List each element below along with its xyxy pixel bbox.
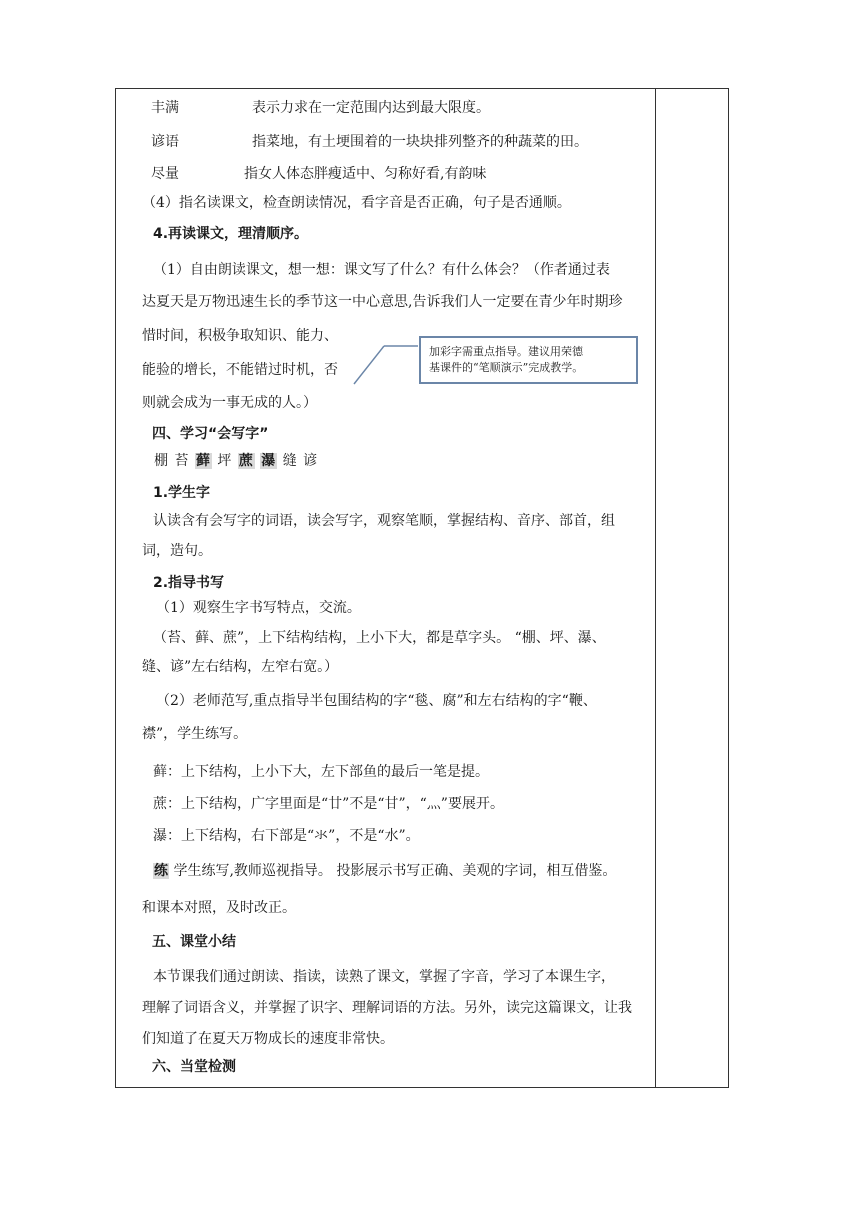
guide-pu: 瀑：上下结构，右下部是“氺”，不是“水”。 — [153, 828, 420, 844]
vocab-term-3: 尽量 — [151, 166, 179, 182]
learn-line-1: 认读含有会写字的词语，读会写字，观察笔顺，掌握结构、音序、部首，组 — [153, 513, 615, 529]
guide-xian: 藓：上下结构，上小下大，左下部鱼的最后一笔是提。 — [153, 764, 489, 780]
reread-line-5: 则就会成为一事无成的人。） — [142, 395, 317, 411]
guide-step-2-line-2: 襟”，学生练写。 — [142, 726, 248, 742]
reread-line-2: 达夏天是万物迅速生长的季节这一中心意思,告诉我们人一定要在青少年时期珍 — [142, 294, 623, 310]
step-read-aloud: （4）指名读课文，检查朗读情况，看字音是否正确，句子是否通顺。 — [142, 195, 571, 211]
char-peng: 棚 — [154, 453, 169, 469]
reread-line-3: 惜时间，积极争取知识、能力、 — [142, 328, 338, 344]
reread-line-1: （1）自由朗读课文，想一想：课文写了什么？有什么体会？（作者通过表 — [153, 262, 610, 278]
guide-step-1: （1）观察生字书写特点，交流。 — [156, 600, 361, 616]
vocab-term-2: 谚语 — [151, 134, 179, 150]
summary-line-3: 们知道了在夏天万物成长的速度非常快。 — [142, 1031, 394, 1047]
heading-learn: 1.学生字 — [153, 485, 211, 501]
character-list — [154, 451, 318, 471]
guide-note-1-line-2: 缝、谚”左右结构，左窄右宽。） — [142, 659, 339, 675]
guide-step-2-line-1: （2）老师范写,重点指导半包围结构的字“毯、腐”和左右结构的字“鞭、 — [156, 693, 597, 709]
callout-line-2: 基课件的“笔顺演示”完成教学。 — [429, 361, 584, 374]
callout-line-1: 加彩字需重点指导。建议用荣德 — [429, 345, 583, 358]
char-feng: 缝 — [282, 453, 298, 469]
vocab-definition-3: 指女人体态胖瘦适中、匀称好看,有韵味 — [244, 166, 487, 182]
callout-leader-line — [352, 342, 420, 386]
guide-zhe: 蔗：上下结构，广字里面是“廿”不是“甘”，“灬”要展开。 — [153, 796, 504, 812]
guide-note-1-line-1: （苔、藓、蔗”，上下结构结构，上小下大，都是草字头。 “棚、坪、瀑、 — [153, 630, 606, 646]
vocab-definition-1: 表示力求在一定范围内达到最大限度。 — [252, 100, 490, 116]
learn-line-2: 词，造句。 — [142, 543, 212, 559]
summary-line-2: 理解了词语含义，并掌握了识字、理解词语的方法。另外，读完这篇课文，让我 — [142, 1000, 632, 1016]
char-tai: 苔 — [174, 453, 190, 469]
vocab-definition-2: 指菜地，有土埂围着的一块块排列整齐的种蔬菜的田。 — [252, 134, 588, 150]
practice-tag: 练 — [154, 863, 168, 879]
reread-line-4: 能验的增长，不能错过时机，否 — [142, 362, 338, 378]
section-5-title: 五、课堂小结 — [152, 934, 236, 950]
summary-line-1: 本节课我们通过朗读、指读，读熟了课文，掌握了字音，学习了本课生字， — [153, 969, 615, 985]
heading-reread: 4.再读课文，理清顺序。 — [153, 226, 309, 242]
teaching-tip-callout — [419, 336, 638, 384]
practice-text: 学生练写,教师巡视指导。 投影展示书写正确、美观的字词，相互借鉴。 — [173, 863, 617, 879]
char-xian: 藓 — [195, 453, 211, 469]
heading-guide: 2.指导书写 — [153, 575, 225, 591]
char-yan: 谚 — [303, 453, 319, 469]
char-pu: 瀑 — [261, 453, 277, 469]
section-4-title: 四、学习“会写字” — [152, 426, 269, 442]
char-zhe: 蔗 — [238, 453, 254, 469]
section-6-title: 六、当堂检测 — [152, 1059, 236, 1075]
vocab-term-1: 丰满 — [151, 100, 179, 116]
practice-line-1 — [153, 861, 616, 881]
table-column-divider — [655, 88, 656, 1088]
char-ping: 坪 — [217, 453, 233, 469]
practice-line-2: 和课本对照，及时改正。 — [142, 900, 296, 916]
